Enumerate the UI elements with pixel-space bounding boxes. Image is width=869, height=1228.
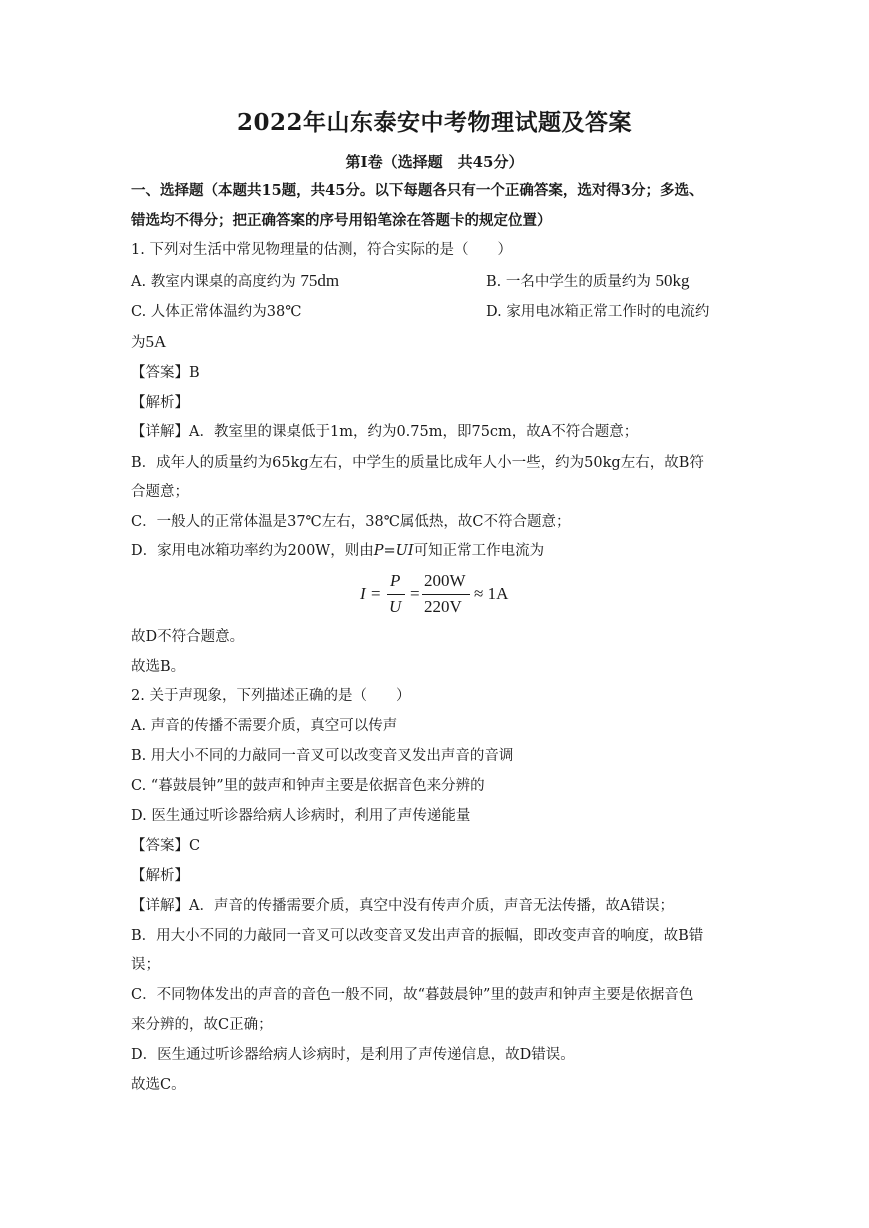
formula-numerator-1: P: [390, 571, 401, 590]
question-2-detail-d: D．医生通过听诊器给病人诊病时，是利用了声传递信息，故D错误。: [131, 1047, 575, 1063]
question-1-option-b: [486, 271, 689, 292]
section-instructions-line-2: 错选均不得分；把正确答案的序号用铅笔涂在答题卡的规定位置）: [131, 212, 552, 229]
question-1-answer: 【答案】B: [131, 365, 200, 381]
question-1-detail-b-line-1: B．成年人的质量约为65kg左右，中学生的质量比成年人小一些，约为50kg左右，故B符: [131, 455, 704, 471]
question-1-detail-d: [131, 541, 544, 561]
question-2-stem: 2. 关于声现象，下列描述正确的是（ ）: [131, 688, 411, 704]
question-2-option-b: B. 用大小不同的力敲同一音叉可以改变音叉发出声音的音调: [131, 748, 514, 764]
formula-denominator-2: 220V: [424, 597, 462, 616]
formula-numerator-2: 200W: [424, 571, 466, 590]
question-2-analysis-label: 【解析】: [131, 868, 189, 884]
question-1-stem: 1. 下列对生活中常见物理量的估测，符合实际的是（ ）: [131, 242, 512, 258]
question-2-answer: 【答案】C: [131, 838, 201, 854]
option-d-cont-text: 为: [131, 335, 146, 351]
current-formula: [360, 568, 520, 624]
option-d-value: 5A: [145, 332, 167, 351]
question-1-option-d-continued: [131, 332, 166, 353]
option-b-text: B. 一名中学生的质量约为: [486, 274, 651, 290]
document-title: 2022年山东泰安中考物理试题及答案: [236, 109, 632, 136]
question-1-conclusion: 故D不符合题意。: [131, 629, 245, 645]
question-1-detail-a: 【详解】A．教室里的课桌低于1m，约为0.75m，即75cm，故A不符合题意；: [131, 424, 639, 440]
formula-equals: =: [410, 584, 420, 603]
question-1-detail-b-line-2: 合题意；: [131, 484, 189, 500]
option-a-text: A. 教室内课桌的高度约为: [131, 274, 296, 290]
question-2-option-d: D. 医生通过听诊器给病人诊病时，利用了声传递能量: [131, 808, 471, 824]
detail-d-before: D．家用电冰箱功率约为200W，则由: [131, 543, 374, 559]
option-b-value: 50kg: [655, 271, 690, 290]
part-heading: 第Ⅰ卷（选择题 共45分）: [345, 153, 524, 171]
question-2-detail-b-line-2: 误；: [131, 957, 160, 973]
question-1-detail-c: C．一般人的正常体温是37℃左右，38℃属低热，故C不符合题意；: [131, 514, 571, 530]
question-2-detail-a: 【详解】A．声音的传播需要介质，真空中没有传声介质，声音无法传播，故A错误；: [131, 898, 674, 914]
formula-lhs: I =: [360, 584, 382, 603]
question-2-detail-c-line-2: 来分辨的，故C正确；: [131, 1017, 273, 1033]
formula-denominator-1: U: [389, 597, 402, 616]
question-2-option-a: A. 声音的传播不需要介质，真空可以传声: [131, 718, 398, 734]
question-2-option-c: C. “暮鼓晨钟”里的鼓声和钟声主要是依据音色来分辨的: [131, 778, 485, 794]
question-1-option-a: [131, 271, 339, 292]
fraction-bar-2: [422, 594, 470, 595]
question-2-detail-c-line-1: C．不同物体发出的声音的音色一般不同，故“暮鼓晨钟”里的鼓声和钟声主要是依据音色: [131, 987, 694, 1003]
question-2-choice: 故选C。: [131, 1077, 186, 1093]
question-1-choice: 故选B。: [131, 659, 186, 675]
question-2-detail-b-line-1: B．用大小不同的力敲同一音叉可以改变音叉发出声音的振幅，即改变声音的响度，故B错: [131, 928, 704, 944]
fraction-bar-1: [387, 594, 405, 595]
question-1-option-c: C. 人体正常体温约为38℃: [131, 304, 302, 320]
section-instructions-line-1: 一、选择题（本题共15题，共45分。以下每题各只有一个正确答案，选对得3分；多选、: [131, 182, 704, 199]
option-a-value: 75dm: [300, 271, 340, 290]
detail-d-formula: P=UI: [373, 543, 414, 559]
question-1-option-d: D. 家用电冰箱正常工作时的电流约: [486, 304, 710, 320]
question-1-analysis-label: 【解析】: [131, 395, 189, 411]
formula-result: ≈ 1A: [474, 584, 509, 603]
detail-d-after: 可知正常工作电流为: [413, 543, 545, 559]
